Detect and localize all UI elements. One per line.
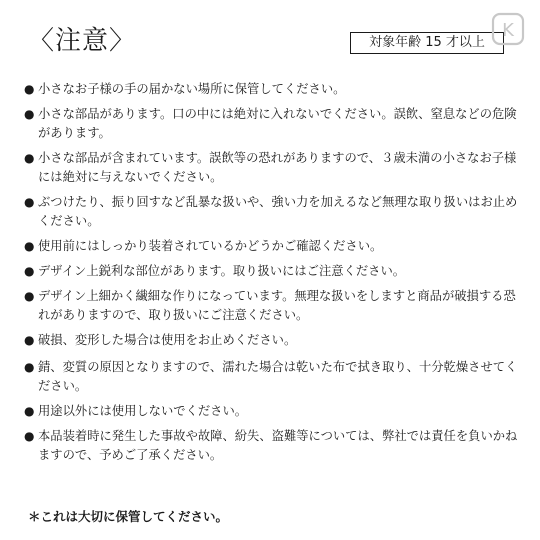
bullet-icon: ● (24, 360, 35, 374)
caution-text: 小さなお子様の手の届かない場所に保管してください。 (38, 82, 346, 96)
k-logo-icon (489, 10, 527, 48)
caution-item-7 (24, 287, 520, 325)
caution-text: 小さな部品が含まれています。誤飲等の恐れがありますので、３歳未満の小さなお子様には絶対に与えないでください。 (38, 151, 517, 184)
bullet-icon: ● (24, 264, 35, 278)
bullet-icon: ● (24, 333, 35, 347)
caution-item-5 (24, 237, 520, 256)
bullet-icon: ● (24, 195, 35, 209)
caution-list (24, 80, 520, 471)
caution-item-10 (24, 402, 520, 421)
bullet-icon: ● (24, 82, 35, 96)
caution-item-11 (24, 427, 520, 465)
storage-note: ＊これは大切に保管してください。 (28, 509, 229, 524)
caution-item-9 (24, 358, 520, 396)
caution-item-6 (24, 262, 520, 281)
caution-text: デザイン上鋭利な部位があります。取り扱いにはご注意ください。 (38, 264, 406, 278)
caution-item-2 (24, 105, 520, 143)
caution-item-8 (24, 331, 520, 350)
caution-item-1 (24, 80, 520, 99)
caution-item-4 (24, 193, 520, 231)
bullet-icon: ● (24, 107, 35, 121)
caution-text: 本品装着時に発生した事故や故障、紛失、盗難等については、弊社では責任を負いかねますので、予めご了承ください。 (38, 429, 518, 462)
caution-text: 使用前にはしっかり装着されているかどうかご確認ください。 (38, 239, 383, 253)
bullet-icon: ● (24, 151, 35, 165)
caution-text: 錆、変質の原因となりますので、濡れた場合は乾いた布で拭き取り、十分乾燥させてください。 (38, 360, 518, 393)
bullet-icon: ● (24, 429, 35, 443)
caution-text: 破損、変形した場合は使用をお止めください。 (38, 333, 297, 347)
bullet-icon: ● (24, 239, 35, 253)
caution-item-3 (24, 149, 520, 187)
bullet-icon: ● (24, 289, 35, 303)
caution-text: ぶつけたり、振り回すなど乱暴な扱いや、強い力を加えるなど無理な取り扱いはお止めください。 (38, 195, 518, 228)
logo-letter: K (502, 20, 514, 41)
caution-text: 用途以外には使用しないでください。 (38, 404, 248, 418)
age-notice-badge: 対象年齢 15 才以上 (350, 32, 504, 54)
caution-text: 小さな部品があります。口の中には絶対に入れないでください。誤飲、窒息などの危険があります。 (38, 107, 517, 140)
caution-text: デザイン上細かく繊細な作りになっています。無理な扱いをしますと商品が破損する恐れがありますので、取り扱いにご注意ください。 (38, 289, 516, 322)
page-title: 〈注意〉 (28, 26, 137, 56)
bullet-icon: ● (24, 404, 35, 418)
